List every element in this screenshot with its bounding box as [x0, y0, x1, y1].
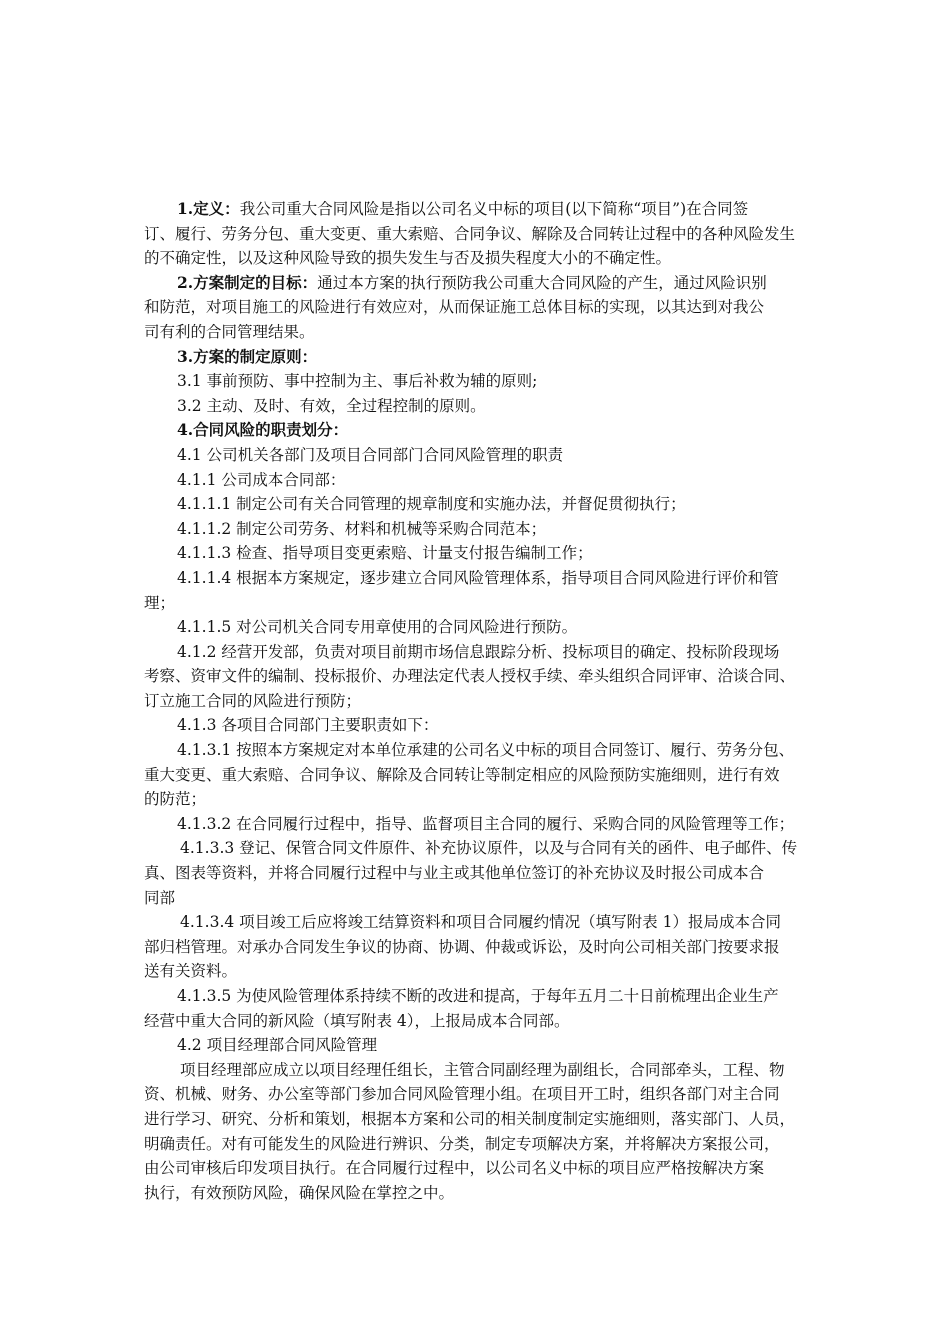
- paragraph-line: 4.1.3.1 按照本方案规定对本单位承建的公司名义中标的项目合同签订、履行、劳务分包、: [177, 741, 795, 760]
- section-heading-responsibilities: 4.合同风险的职责划分：: [177, 420, 349, 440]
- section-definition: [144, 197, 812, 222]
- item-4-1-3-4: [144, 910, 812, 984]
- item-4-1-3-5: [144, 984, 812, 1033]
- paragraph-line: 订、履行、劳务分包、重大变更、重大索赔、合同争议、解除及合同转让过程中的各种风险发生: [144, 224, 796, 243]
- item-4-2-body: [144, 1058, 812, 1206]
- section-goal: [144, 271, 812, 296]
- section-heading: 2.方案制定的目标：: [177, 272, 318, 292]
- item-4-2: 4.2 项目经理部合同风险管理: [177, 1036, 378, 1055]
- paragraph-line: 4.1.2 经营开发部，负责对项目前期市场信息跟踪分析、投标项目的确定、投标阶段现场: [177, 642, 780, 661]
- item-4-1-2: [144, 640, 812, 714]
- item-4-1-1-1: 4.1.1.1 制定公司有关合同管理的规章制度和实施办法，并督促贯彻执行；: [177, 495, 686, 514]
- paragraph-line: 执行，有效预防风险，确保风险在掌控之中。: [144, 1183, 455, 1202]
- item-4-1-3-1: [144, 738, 812, 812]
- item-4-1-3-2: 4.1.3.2 在合同履行过程中，指导、监督项目主合同的履行、采购合同的风险管理等工作；: [177, 814, 795, 833]
- paragraph-line: 和防范，对项目施工的风险进行有效应对，从而保证施工总体目标的实现，以其达到对我公: [144, 298, 765, 317]
- paragraph-line: 经营中重大合同的新风险（填写附表 4），上报局成本合同部。: [144, 1011, 570, 1030]
- section-goal-cont: [144, 295, 812, 344]
- item-4-1-3-3: [144, 836, 812, 910]
- paragraph-line: 通过本方案的执行预防我公司重大合同风险的产生，通过风险识别: [317, 273, 767, 292]
- paragraph-line: 进行学习、研究、分析和策划，根据本方案和公司的相关制度制定实施细则，落实部门、人员，: [144, 1109, 796, 1128]
- paragraph-line: 项目经理部应成立以项目经理任组长，主管合同副经理为副组长，合同部牵头，工程、物: [180, 1060, 785, 1079]
- paragraph-line: 考察、资审文件的编制、投标报价、办理法定代表人授权手续、牵头组织合同评审、洽谈合同、: [144, 667, 796, 686]
- paragraph-line: 同部: [144, 888, 176, 907]
- item-4-1-1-2: 4.1.1.2 制定公司劳务、材料和机械等采购合同范本；: [177, 519, 547, 538]
- paragraph-line: 4.1.3.3 登记、保管合同文件原件、补充协议原件，以及与合同有关的函件、电子邮件、传: [180, 839, 798, 858]
- principle-3-1: 3.1 事前预防、事中控制为主、事后补救为辅的原则;: [177, 372, 538, 391]
- principle-3-2: 3.2 主动、及时、有效，全过程控制的原则。: [177, 396, 486, 415]
- paragraph-line: 订立施工合同的风险进行预防；: [144, 691, 362, 710]
- paragraph-line: 明确责任。对有可能发生的风险进行辨识、分类，制定专项解决方案，并将解决方案报公司，: [144, 1134, 780, 1153]
- item-4-1-1-5: 4.1.1.5 对公司机关合同专用章使用的合同风险进行预防。: [177, 618, 578, 637]
- paragraph-line: 4.1.3.5 为使风险管理体系持续不断的改进和提高，于每年五月二十日前梳理出企业生产: [177, 987, 779, 1005]
- paragraph-line: 资、机械、财务、办公室等部门参加合同风险管理小组。在项目开工时，组织各部门对主合同: [144, 1085, 780, 1104]
- document-page: [144, 197, 812, 1205]
- section-heading: 1.定义：: [177, 199, 240, 218]
- section-definition-cont: [144, 222, 812, 271]
- paragraph-line: 4.1.3.4 项目竣工后应将竣工结算资料和项目合同履约情况（填写附表 1）报局成本合同: [180, 913, 781, 932]
- paragraph-line: 部归档管理。对承办合同发生争议的协商、协调、仲裁或诉讼，及时向公司相关部门按要求报: [144, 937, 780, 956]
- item-4-1-3: 4.1.3 各项目合同部门主要职责如下：: [177, 716, 439, 735]
- paragraph-line: 由公司审核后印发项目执行。在合同履行过程中，以公司名义中标的项目应严格按解决方案: [144, 1159, 765, 1178]
- paragraph-line: 理；: [144, 593, 176, 612]
- item-4-1-1: 4.1.1 公司成本合同部：: [177, 470, 346, 489]
- section-heading-principles: 3.方案的制定原则：: [177, 346, 318, 366]
- paragraph-line: 重大变更、重大索赔、合同争议、解除及合同转让等制定相应的风险预防实施细则，进行有效: [144, 765, 780, 784]
- paragraph-line: 的防范；: [144, 790, 207, 809]
- item-4-1-1-3: 4.1.1.3 检查、指导项目变更索赔、计量支付报告编制工作；: [177, 544, 593, 563]
- item-4-1-1-4: [144, 566, 812, 615]
- paragraph-line: 4.1.1.4 根据本方案规定，逐步建立合同风险管理体系，指导项目合同风险进行评价和管: [177, 568, 779, 587]
- item-4-1: 4.1 公司机关各部门及项目合同部门合同风险管理的职责: [177, 445, 564, 464]
- paragraph-line: 司有利的合同管理结果。: [144, 322, 315, 341]
- paragraph-line: 的不确定性，以及这种风险导致的损失发生与否及损失程度大小的不确定性。: [144, 249, 672, 268]
- paragraph-line: 我公司重大合同风险是指以公司名义中标的项目(以下简称“项目”)在合同签: [239, 200, 749, 218]
- paragraph-line: 送有关资料。: [144, 962, 238, 981]
- paragraph-line: 真、图表等资料，并将合同履行过程中与业主或其他单位签订的补充协议及时报公司成本合: [144, 864, 765, 883]
